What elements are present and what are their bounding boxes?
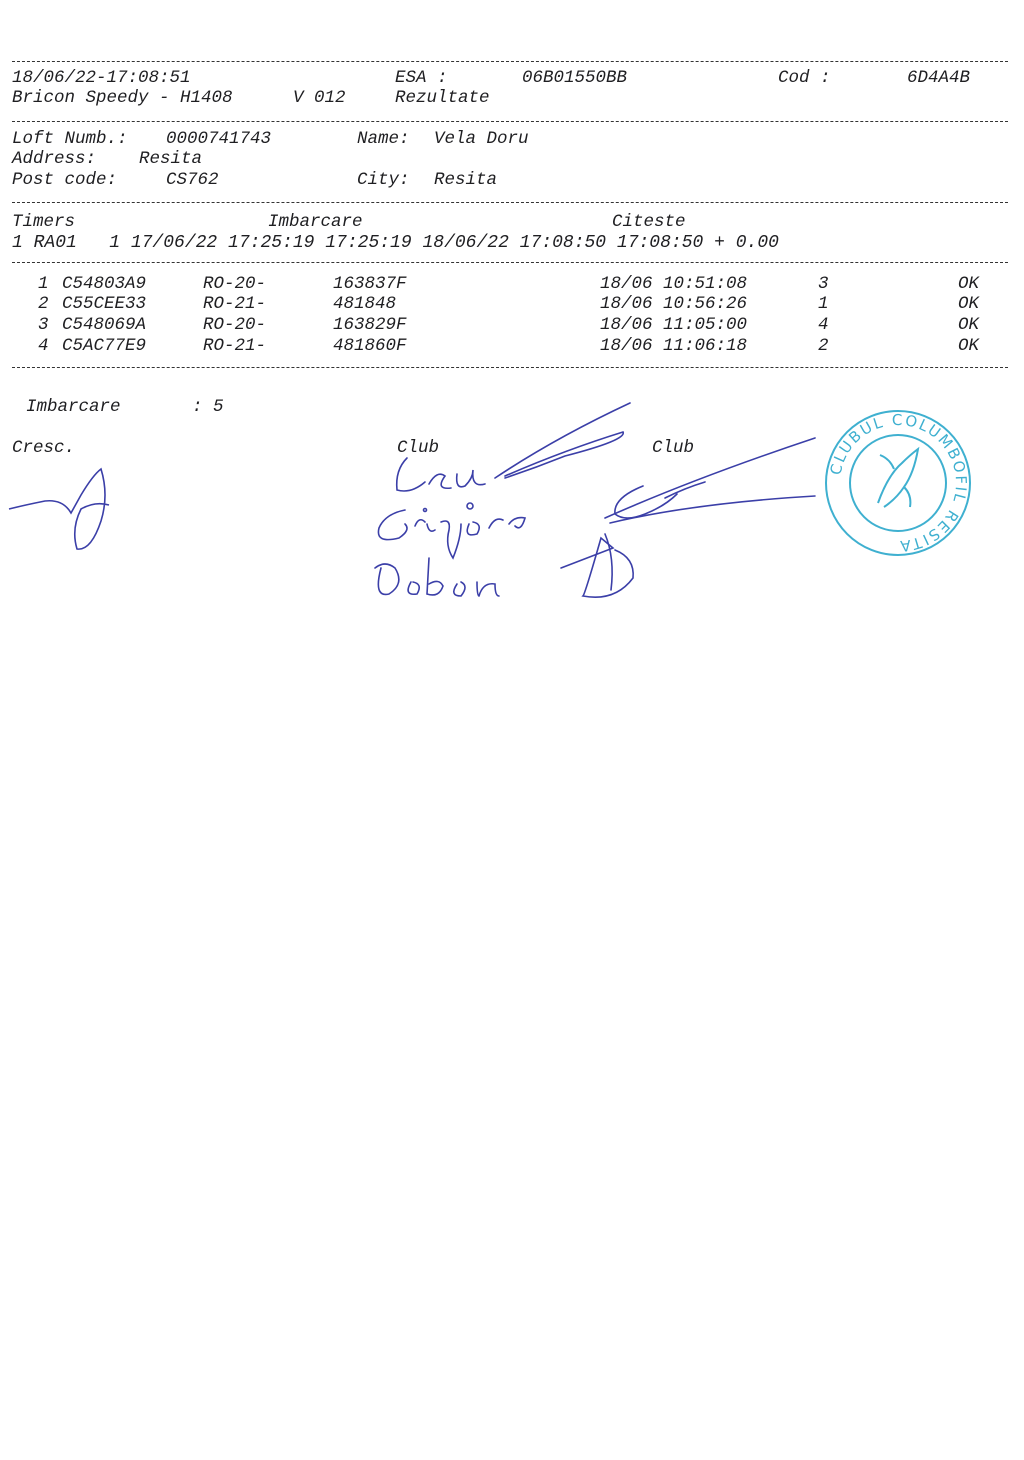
city-value: Resita bbox=[434, 170, 498, 190]
esa-label: ESA : bbox=[395, 68, 448, 88]
separator-fancier bbox=[12, 202, 1008, 203]
row-chip: C548069A bbox=[62, 315, 147, 335]
separator-header bbox=[12, 121, 1008, 122]
row-country: RO-20- bbox=[203, 274, 267, 294]
club-stamp bbox=[818, 403, 978, 563]
postcode-label: Post code: bbox=[12, 170, 118, 190]
row-rank: 2 bbox=[818, 336, 829, 356]
timers-imbarcare-label: Imbarcare bbox=[268, 212, 363, 232]
cresc-label: Cresc. bbox=[12, 438, 76, 458]
separator-timers bbox=[12, 262, 1008, 263]
postcode-value: CS762 bbox=[166, 170, 219, 190]
row-chip: C55CEE33 bbox=[62, 294, 147, 314]
row-arrival: 18/06 10:51:08 bbox=[600, 274, 748, 294]
address-value: Resita bbox=[139, 149, 203, 169]
cresc-signature bbox=[5, 465, 125, 555]
cod-label: Cod : bbox=[778, 68, 831, 88]
cod-value: 6D4A4B bbox=[907, 68, 971, 88]
row-ring: 163829F bbox=[333, 315, 407, 335]
row-ring: 481860F bbox=[333, 336, 407, 356]
esa-value: 06B01550BB bbox=[522, 68, 628, 88]
row-index: 2 bbox=[38, 294, 49, 314]
row-status: OK bbox=[958, 274, 980, 294]
summary-imbarcare-label: Imbarcare bbox=[26, 397, 121, 417]
row-arrival: 18/06 10:56:26 bbox=[600, 294, 748, 314]
row-index: 3 bbox=[38, 315, 49, 335]
device-name: Bricon Speedy - H1408 bbox=[12, 88, 233, 108]
club-signatures bbox=[365, 398, 825, 608]
row-rank: 1 bbox=[818, 294, 829, 314]
row-arrival: 18/06 11:05:00 bbox=[600, 315, 748, 335]
loft-label: Loft Numb.: bbox=[12, 129, 128, 149]
row-status: OK bbox=[958, 336, 980, 356]
address-label: Address: bbox=[12, 149, 97, 169]
row-country: RO-20- bbox=[203, 315, 267, 335]
row-index: 1 bbox=[38, 274, 49, 294]
separator-results bbox=[12, 367, 1008, 368]
row-index: 4 bbox=[38, 336, 49, 356]
row-chip: C5AC77E9 bbox=[62, 336, 147, 356]
timers-citeste-label: Citeste bbox=[612, 212, 686, 232]
row-rank: 3 bbox=[818, 274, 829, 294]
name-label: Name: bbox=[357, 129, 410, 149]
row-country: RO-21- bbox=[203, 294, 267, 314]
row-chip: C54803A9 bbox=[62, 274, 147, 294]
device-version: V 012 bbox=[293, 88, 346, 108]
row-status: OK bbox=[958, 315, 980, 335]
name-value: Vela Doru bbox=[434, 129, 529, 149]
timers-row: 1 RA01 1 17/06/22 17:25:19 17:25:19 18/06/22 17:08:50 17:08:50 + 0.00 bbox=[12, 233, 779, 253]
row-arrival: 18/06 11:06:18 bbox=[600, 336, 748, 356]
report-type: Rezultate bbox=[395, 88, 490, 108]
row-ring: 481848 bbox=[333, 294, 397, 314]
stamp-text: CLUBUL COLUMBOFIL RESITA bbox=[826, 410, 971, 556]
row-country: RO-21- bbox=[203, 336, 267, 356]
row-ring: 163837F bbox=[333, 274, 407, 294]
row-status: OK bbox=[958, 294, 980, 314]
timers-label: Timers bbox=[12, 212, 76, 232]
club-label-2: Club bbox=[652, 438, 695, 458]
summary-imbarcare-value: : 5 bbox=[192, 397, 224, 417]
loft-value: 0000741743 bbox=[166, 129, 272, 149]
club-label-1: Club bbox=[397, 438, 440, 458]
row-rank: 4 bbox=[818, 315, 829, 335]
separator-top bbox=[12, 61, 1008, 62]
header-datetime: 18/06/22-17:08:51 bbox=[12, 68, 191, 88]
city-label: City: bbox=[357, 170, 410, 190]
